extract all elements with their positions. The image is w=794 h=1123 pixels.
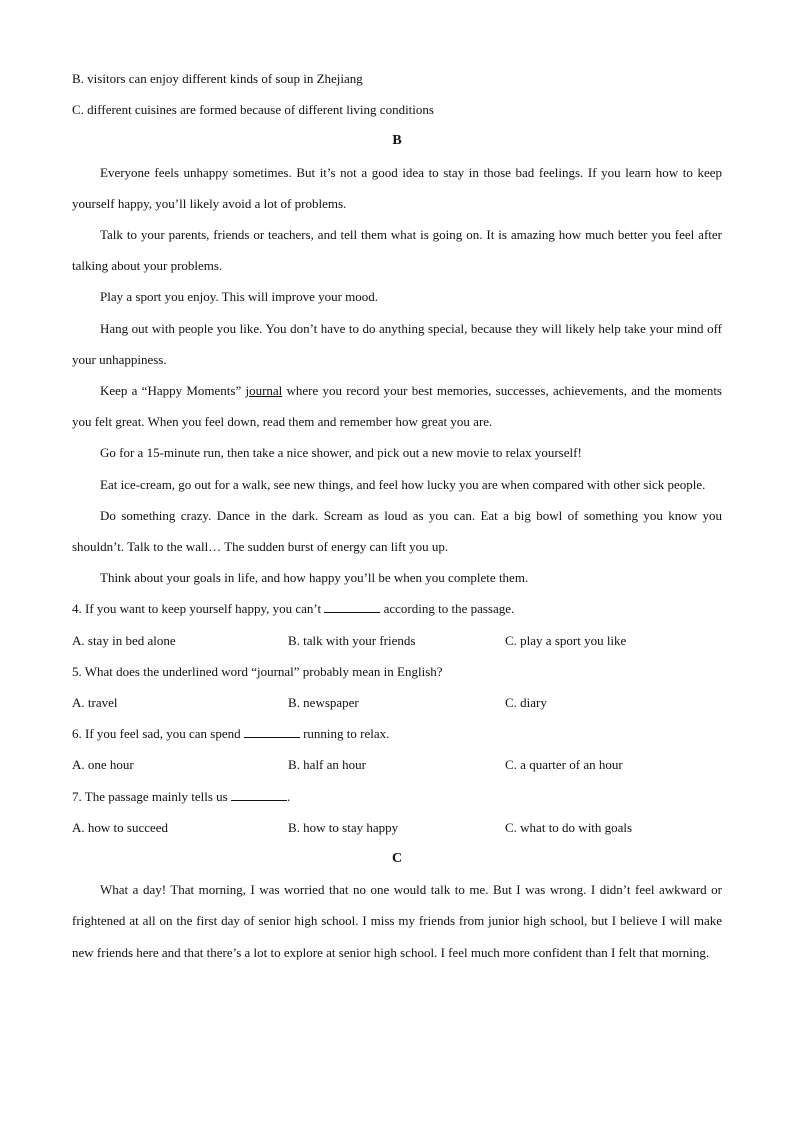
question-6-option-a: A. one hour xyxy=(72,757,134,773)
passage-b-paragraph-9: Think about your goals in life, and how happy you’ll be when you complete them. xyxy=(100,570,529,586)
answer-blank xyxy=(244,726,300,738)
underlined-word-journal: journal xyxy=(245,382,283,398)
passage-b-paragraph-7: Eat ice-cream, go out for a walk, see new things, and feel how lucky you are when compared with other sick people. xyxy=(100,476,706,492)
passage-b-journal-paragraph xyxy=(72,375,722,437)
passage-b-paragraph-4: Hang out with people you like. You don’t have to do anything special, because they will likely help take your mind off your unhappiness. xyxy=(72,320,722,367)
question-6 xyxy=(72,718,722,749)
journal-paragraph-start: Keep a “Happy Moments” xyxy=(100,382,246,398)
answer-blank xyxy=(231,789,287,801)
document-page xyxy=(72,63,722,968)
question-7-text: 7. The passage mainly tells us xyxy=(72,788,231,804)
question-4-option-c: C. play a sport you like xyxy=(505,632,627,648)
question-5-options xyxy=(72,687,722,718)
question-6-text: 6. If you feel sad, you can spend xyxy=(72,726,244,742)
question-7-option-c: C. what to do with goals xyxy=(505,819,633,835)
question-7-option-a: A. how to succeed xyxy=(72,819,169,835)
question-6-option-c: C. a quarter of an hour xyxy=(505,757,623,773)
question-5-option-b: B. newspaper xyxy=(288,694,359,710)
question-7-option-b: B. how to stay happy xyxy=(288,819,399,835)
option-b-line: B. visitors can enjoy different kinds of soup in Zhejiang xyxy=(72,71,363,86)
question-4 xyxy=(72,593,722,624)
question-6-options xyxy=(72,749,722,780)
question-4-options xyxy=(72,625,722,656)
question-4-text-end: according to the passage. xyxy=(380,601,515,617)
question-4-option-b: B. talk with your friends xyxy=(288,632,416,648)
question-7 xyxy=(72,781,722,812)
passage-b-paragraph-6: Go for a 15-minute run, then take a nice shower, and pick out a new movie to relax yourself! xyxy=(100,445,582,461)
passage-c-paragraph: What a day! That morning, I was worried that no one would talk to me. But I was wrong. I didn’t feel awkward or frightened at all on the first day of senior high school. I miss my friends from junior high school, but I believe I will make new friends here and that there’s a lot to explore at senior high school. I feel much more confident than I felt that morning. xyxy=(72,882,722,960)
passage-b-paragraph-2: Talk to your parents, friends or teachers, and tell them what is going on. It is amazing how much better you feel after talking about your problems. xyxy=(72,226,722,274)
question-7-text-end: . xyxy=(286,788,291,804)
question-5-option-c: C. diary xyxy=(505,694,547,710)
passage-b-paragraph-8: Do something crazy. Dance in the dark. Scream as loud as you can. Eat a big bowl of something you know you shouldn’t. Talk to the wall… The sudden burst of energy can lift you up. xyxy=(72,507,722,554)
journal-paragraph-rest: where you record your best memories, successes, achievements, and the moments you felt great. When you feel down, read them and remember how great you are. xyxy=(72,382,722,430)
option-c-line: C. different cuisines are formed because of different living conditions xyxy=(72,102,434,118)
question-5-option-a: A. travel xyxy=(72,694,118,710)
question-6-option-b: B. half an hour xyxy=(288,757,366,773)
question-7-options xyxy=(72,812,722,843)
section-b-heading: B xyxy=(392,133,402,149)
passage-b-paragraph-3: Play a sport you enjoy. This will improve your mood. xyxy=(100,289,379,305)
question-4-text: 4. If you want to keep yourself happy, you can’t xyxy=(72,601,325,617)
passage-b-paragraph-1: Everyone feels unhappy sometimes. But it’s not a good idea to stay in those bad feelings. If you learn how to keep yourself happy, you’ll likely avoid a lot of problems. xyxy=(72,164,722,211)
answer-blank xyxy=(324,601,380,613)
section-c-heading: C xyxy=(391,850,403,866)
question-6-text-end: running to relax. xyxy=(299,726,390,742)
question-4-option-a: A. stay in bed alone xyxy=(72,632,176,648)
question-5: 5. What does the underlined word “journal” probably mean in English? xyxy=(72,663,443,679)
